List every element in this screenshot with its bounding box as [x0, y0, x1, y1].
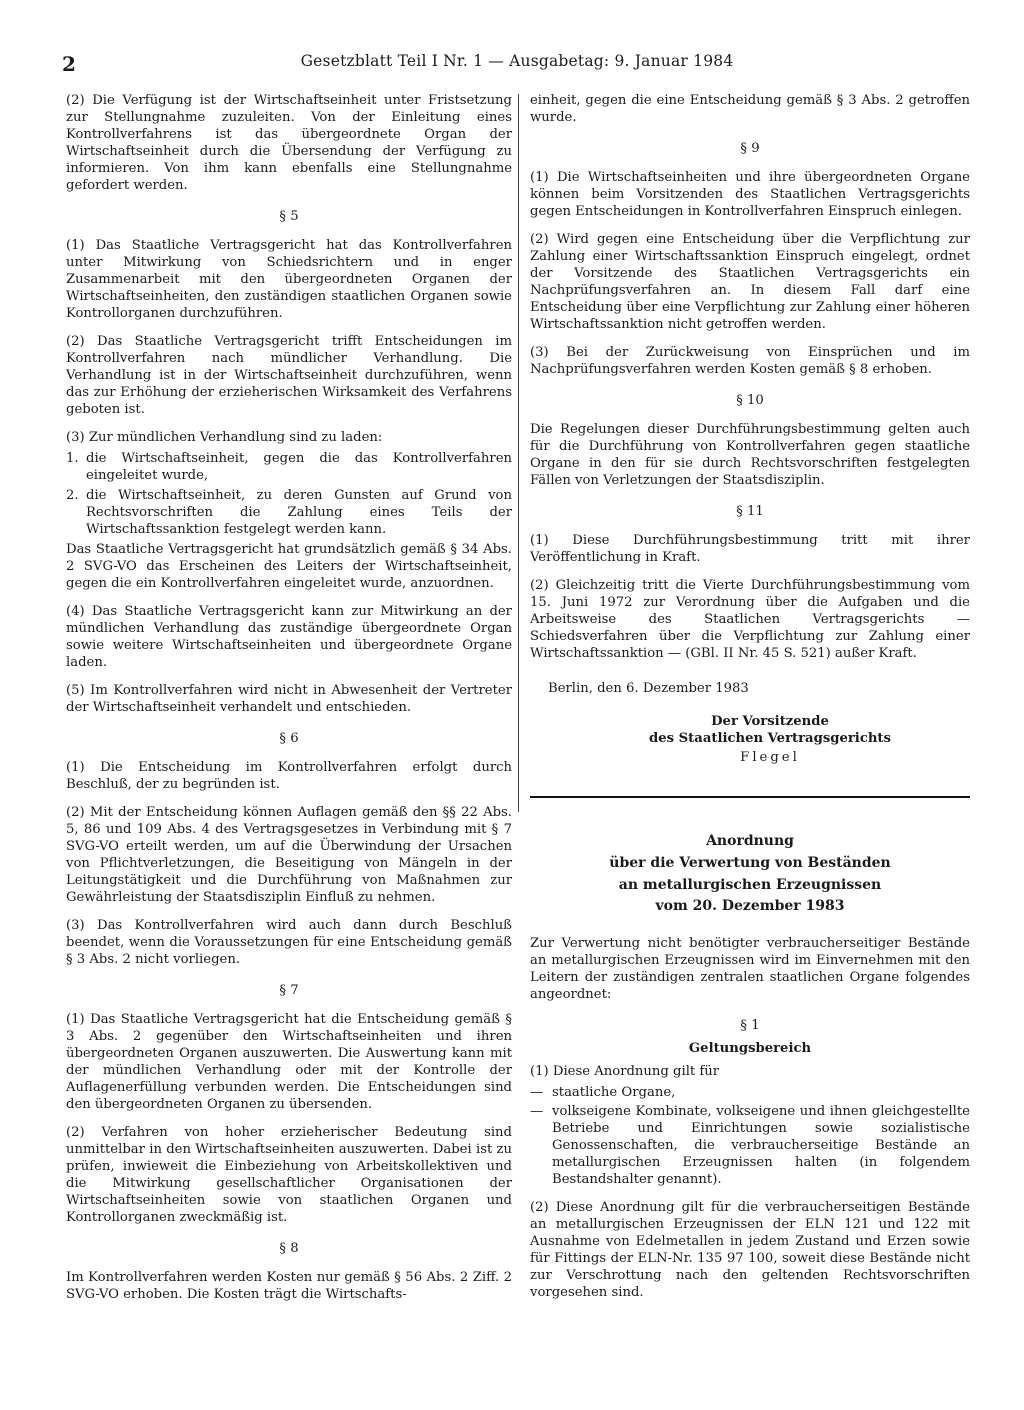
paragraph: (3) Bei der Zurückweisung von Einsprüchen und im Nachprüfungsverfahren werden Kosten gemäß § 8 erhoben.	[530, 345, 970, 377]
paragraph: (2) Mit der Entscheidung können Auflagen gemäß den §§ 22 Abs. 5, 86 und 109 Abs. 4 des Vertragsgesetzes in Verbindung mit § 7 SVG-VO erteilt werden, um auf die Überwindung der Ursachen von Pflichtverletzungen, die Beseitigung von Mängeln in der Leitungstätigkeit und die Durchführung von Maßnahmen zur Gewährleistung der Staatsdisziplin Einfluß zu nehmen.	[66, 805, 512, 905]
paragraph: (4) Das Staatliche Vertragsgericht kann zur Mitwirkung an der mündlichen Verhandlung das zuständige übergeordnete Organ sowie weitere Wirtschaftseinheiten und übergeordnete Organe laden.	[66, 604, 512, 670]
paragraph: (1) Die Entscheidung im Kontrollverfahren erfolgt durch Beschluß, der zu begründen ist.	[66, 760, 512, 792]
list-text: volkseigene Kombinate, volkseigene und ihnen gleichgestellte Betriebe und Einrichtungen sowie sozialistische Genossenschaften, die verbraucherseitige Bestände an metallurgischen Erzeugnissen halten (in folgendem Bestandshalter genannt).	[552, 1104, 970, 1187]
section-heading: § 6	[279, 731, 299, 746]
running-title: Gesetzblatt Teil I Nr. 1 — Ausgabetag: 9. Januar 1984	[300, 52, 734, 70]
list-item	[66, 450, 512, 484]
paragraph: Das Staatliche Vertragsgericht hat grundsätzlich gemäß § 34 Abs. 2 SVG-VO das Erscheinen des Leiters der Wirtschaftseinheit, gegen die ein Kontrollverfahren eingeleitet wurde, anzuordnen.	[66, 542, 512, 591]
section-heading: § 9	[740, 141, 760, 156]
paragraph: (2) Verfahren von hoher erzieherischer Bedeutung sind unmittelbar in den Wirtschaftseinheiten auszuwerten. Dabei ist zu prüfen, inwieweit die Einbeziehung von Arbeitskollektiven und die Mitwirkung gesellschaftlicher Organisationen der Wirtschaftseinheiten sowie von staatlichen Organen und Kontrollorganen zweckmäßig ist.	[66, 1125, 512, 1225]
paragraph: (2) Die Verfügung ist der Wirtschaftseinheit unter Fristsetzung zur Stellungnahme zuzuleiten. Von der Einleitung eines Kontrollverfahrens ist das übergeordnete Organ der Wirtschaftseinheit durch die Übersendung der Verfügung zu informieren. Von ihm kann ebenfalls eine Stellungnahme gefordert werden.	[66, 93, 512, 193]
paragraph: (2) Gleichzeitig tritt die Vierte Durchführungsbestimmung vom 15. Juni 1972 zur Verordnung über die Aufgaben und die Arbeitsweise des Staatlichen Vertragsgerichts — Schiedsverfahren über die Verpflichtung zur Zahlung einer Wirtschaftssanktion — (GBl. II Nr. 45 S. 521) außer Kraft.	[530, 578, 970, 661]
list-dash: —	[530, 1104, 544, 1119]
section-heading: § 7	[279, 983, 299, 998]
list-text: staatliche Organe,	[552, 1085, 676, 1100]
paragraph: (3) Das Kontrollverfahren wird auch dann durch Beschluß beendet, wenn die Voraussetzungen für eine Entscheidung gemäß § 3 Abs. 2 nicht vorliegen.	[66, 918, 512, 967]
paragraph: Die Regelungen dieser Durchführungsbestimmung gelten auch für die Durchführung von Kontrollverfahren gegen staatliche Organe in den für sie durch Rechtsvorschriften festgelegten Fällen von Verletzungen der Staatsdisziplin.	[530, 422, 970, 488]
paragraph: (1) Diese Durchführungsbestimmung tritt mit ihrer Veröffentlichung in Kraft.	[530, 533, 970, 565]
section-subtitle: Geltungsbereich	[688, 1041, 812, 1056]
paragraph: einheit, gegen die eine Entscheidung gemäß § 3 Abs. 2 getroffen wurde.	[530, 93, 970, 125]
list-text: die Wirtschaftseinheit, gegen die das Kontrollverfahren eingeleitet wurde,	[86, 451, 512, 483]
paragraph: Zur Verwertung nicht benötigter verbraucherseitiger Bestände an metallurgischen Erzeugnissen wird im Einvernehmen mit den Leitern der zuständigen zentralen staatlichen Organe folgendes angeordnet:	[530, 936, 970, 1002]
list-number: 1.	[66, 451, 79, 466]
list-number: 2.	[66, 488, 79, 503]
section-heading: § 1	[740, 1018, 760, 1033]
section-heading: § 10	[736, 393, 764, 408]
paragraph: (1) Das Staatliche Vertragsgericht hat das Kontrollverfahren unter Mitwirkung von Schiedsrichtern und in enger Zusammenarbeit mit den übergeordneten Organen der Wirtschaftseinheiten, den zuständigen staatlichen Organen sowie Kontrollorganen durchzuführen.	[66, 238, 512, 321]
paragraph: (2) Wird gegen eine Entscheidung über die Verpflichtung zur Zahlung einer Wirtschaftssanktion Einspruch eingelegt, ordnet der Vorsitzende des Staatlichen Vertragsgerichts ein Nachprüfungsverfahren an. In diesem Fall darf eine Entscheidung über eine Verpflichtung zur Zahlung einer höheren Wirtschaftssanktion nicht getroffen werden.	[530, 232, 970, 332]
ordinance-date: vom 20. Dezember 1983	[655, 898, 845, 914]
list-item	[66, 487, 512, 538]
signature-title	[570, 713, 970, 747]
section-heading: § 11	[736, 504, 764, 519]
page-header	[62, 48, 972, 78]
paragraph: (2) Das Staatliche Vertragsgericht trifft Entscheidungen im Kontrollverfahren nach mündlicher Verhandlung. Die Verhandlung ist in der Wirtschaftseinheit durchzuführen, wenn das zur Erhöhung der erzieherischen Wirksamkeit des Verfahrens geboten ist.	[66, 334, 512, 417]
paragraph: Im Kontrollverfahren werden Kosten nur gemäß § 56 Abs. 2 Ziff. 2 SVG-VO erhoben. Die Kosten trägt die Wirtschafts-	[66, 1270, 512, 1302]
page-number: 2	[62, 52, 76, 76]
left-column	[66, 92, 512, 1314]
list-text: die Wirtschaftseinheit, zu deren Gunsten auf Grund von Rechtsvorschriften die Zahlung eines Teils der Wirtschaftssanktion festgelegt werden kann.	[86, 488, 512, 537]
signature-line: des Staatlichen Vertragsgerichts	[649, 731, 891, 746]
ordinance-title-line: an metallurgischen Erzeugnissen	[618, 877, 882, 893]
right-column	[530, 92, 970, 1312]
signer-name: Flegel	[740, 750, 800, 765]
list-item	[530, 1103, 970, 1188]
ordinance-title-line: Anordnung	[706, 833, 794, 849]
signature-line: Der Vorsitzende	[711, 714, 829, 729]
column-divider	[518, 94, 519, 812]
list-item	[530, 1084, 970, 1101]
paragraph: (3) Zur mündlichen Verhandlung sind zu laden:	[66, 430, 383, 445]
section-heading: § 8	[279, 1241, 299, 1256]
list-dash: —	[530, 1085, 544, 1100]
ordinance-title	[530, 830, 970, 896]
paragraph: (2) Diese Anordnung gilt für die verbraucherseitigen Bestände an metallurgischen Erzeugnissen der ELN 121 und 122 mit Ausnahme von Edelmetallen in jedem Zustand und Erzen sowie für Fittings der ELN-Nr. 135 97 100, soweit diese Bestände nicht zur Verschrottung nach den geltenden Rechtsvorschriften vorgesehen sind.	[530, 1200, 970, 1300]
paragraph: (5) Im Kontrollverfahren wird nicht in Abwesenheit der Vertreter der Wirtschaftseinheit verhandelt und entschieden.	[66, 683, 512, 715]
section-heading: § 5	[279, 209, 299, 224]
paragraph: (1) Das Staatliche Vertragsgericht hat die Entscheidung gemäß § 3 Abs. 2 gegenüber den Wirtschaftseinheiten und ihren übergeordneten Organen auszuwerten. Die Auswertung kann mit der mündlichen Verhandlung oder mit der Kontrolle der Auflagenerfüllung verbunden werden. Die Entscheidungen sind den übergeordneten Organen zu übersenden.	[66, 1012, 512, 1112]
paragraph: (1) Die Wirtschaftseinheiten und ihre übergeordneten Organe können beim Vorsitzenden des Staatlichen Vertragsgerichts gegen Entscheidungen in Kontrollverfahren Einspruch einlegen.	[530, 170, 970, 219]
paragraph: (1) Diese Anordnung gilt für	[530, 1064, 720, 1079]
place-date: Berlin, den 6. Dezember 1983	[548, 681, 749, 696]
section-rule	[530, 796, 970, 798]
ordinance-title-line: über die Verwertung von Beständen	[609, 855, 891, 871]
